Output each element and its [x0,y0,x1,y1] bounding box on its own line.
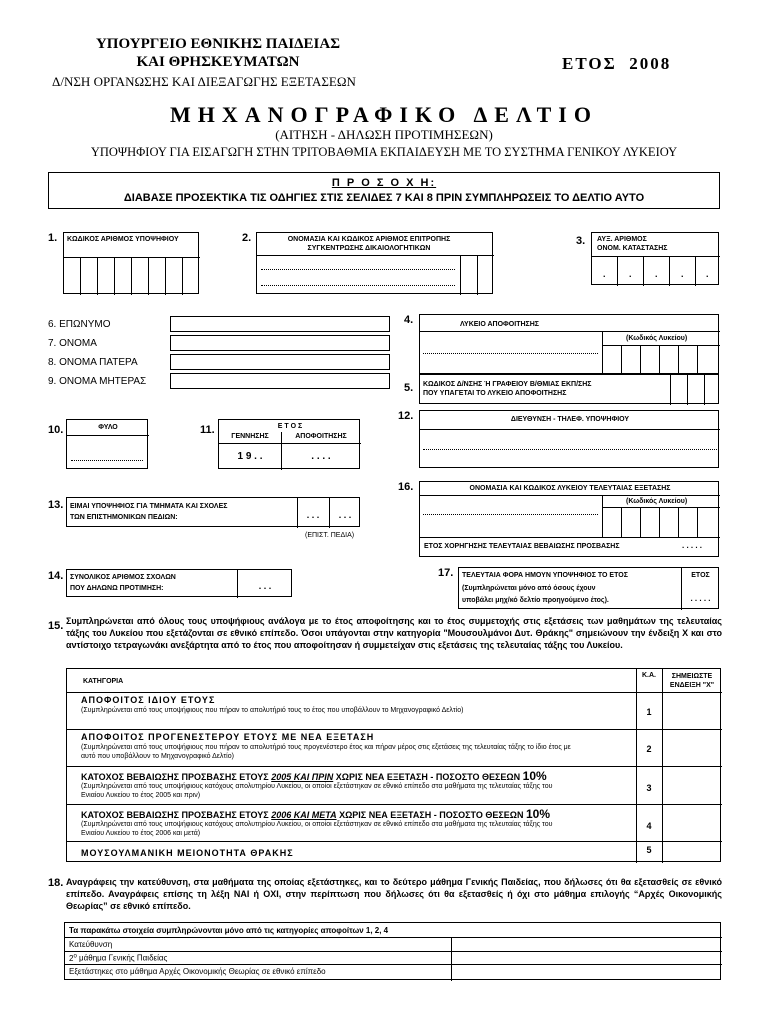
notice-text: ΔΙΑΒΑΣΕ ΠΡΟΣΕΚΤΙΚΑ ΤΙΣ ΟΔΗΓΙΕΣ ΣΤΙΣ ΣΕΛΙΔΕΣ 7 ΚΑΙ 8 ΠΡΙΝ ΣΥΜΠΛΗΡΩΣΕΙΣ ΤΟ ΔΕΛΤΙΟ ΑΥΤΟ [123,192,645,204]
access-cert-year-value: . . . . . [682,541,703,550]
committee-box [256,232,493,294]
field14-number: 14. [48,570,64,582]
scientific-fields-label2: ΤΩΝ ΕΠΙΣΤΗΜΟΝΙΚΩΝ ΠΕΔΙΩΝ: [70,514,178,521]
last-candidacy-year-label: ΕΤΟΣ [691,572,710,579]
section18-table [64,922,721,980]
category-column-header: ΚΑΤΗΓΟΡΙΑ [83,678,124,685]
birth-year-label: ΓΕΝΝΗΣΗΣ [231,433,269,440]
category-table [66,668,721,862]
gender-label: ΦΥΛΟ [98,424,118,431]
address-box [419,410,719,468]
total-schools-box [66,569,292,597]
year-box [218,419,360,469]
scientific-field-2: . . . [338,510,352,520]
graduation-year-value: . . . . [311,451,331,462]
direction-input[interactable] [452,938,720,951]
page-subtitle: (ΑΙΤΗΣΗ - ΔΗΛΩΣΗ ΠΡΟΤΙΜΗΣΕΩΝ) [275,127,493,142]
general-course-label: $2^o$ μάθημα Γενικής Παιδείας [69,953,168,963]
mother-name-input[interactable] [170,373,390,389]
listing-number-label1: ΑΥΞ. ΑΡΙΘΜΟΣ [597,236,647,243]
last-candidacy-label2: (Συμπληρώνεται μόνο από όσους έχουν [462,585,596,592]
category-1-checkbox[interactable] [663,693,721,729]
category-row-1-ka: 1 [646,707,652,717]
birth-year-value: 1 9 . . [237,451,263,462]
access-cert-year-label: ΕΤΟΣ ΧΟΡΗΓΗΣΗΣ ΤΕΛΕΥΤΑΙΑΣ ΒΕΒΑΙΩΣΗΣ ΠΡΟΣΒΑΣΗΣ [424,543,620,550]
category-row-1-desc: (Συμπληρώνεται από τους υποψήφιους που πήραν το απολυτήριό τους το έτος που υποβάλλουν το Μηχανογραφικό Δελτίο) [81,707,464,714]
last-exam-school-label: ΟΝΟΜΑΣΙΑ ΚΑΙ ΚΩΔΙΚΟΣ ΛΥΚΕΙΟΥ ΤΕΛΕΥΤΑΙΑΣ ΕΞΕΤΑΣΗΣ [469,485,671,492]
category-row-3-ka: 3 [646,783,652,793]
field1-number: 1. [48,232,58,244]
economics-exam-input[interactable] [452,965,720,980]
field5-number: 5. [404,382,414,394]
last-candidacy-year-value: . . . . . [690,594,711,603]
directorate-code-label2: ΠΟΥ ΥΠΑΓΕΤΑΙ ΤΟ ΛΥΚΕΙΟ ΑΠΟΦΟΙΤΗΣΗΣ [423,390,567,397]
category-row-1-title: ΑΠΟΦΟΙΤΟΣ ΙΔΙΟΥ ΕΤΟΥΣ [81,695,216,705]
surname-label: 6. ΕΠΩΝΥΜΟ [48,319,111,330]
last-candidacy-label1: ΤΕΛΕΥΤΑΙΑ ΦΟΡΑ ΗΜΟΥΝ ΥΠΟΨΗΦΙΟΣ ΤΟ ΕΤΟΣ [462,572,628,579]
section18-table-header: Τα παρακάτω στοιχεία συμπληρώνονται μόνο από τις κατηγορίες αποφοίτων 1, 2, 4 [69,926,389,935]
directorate-code-box [419,374,719,404]
year-box-label: Ε Τ Ο Σ [277,423,303,430]
category-row-4-desc: (Συμπληρώνεται από τους υποψήφιους κατόχους απολυτηρίου Λυκείου, οι οποίοι εξετάστηκαν σε εθνικό επίπεδο στα μαθήματα της τελευταίας τάξης του Ενιαίου Λυκείου το έτος 2006 και μετά) [81,821,553,837]
section18-instructions: Αναγράφεις την κατεύθυνση, στα μαθήματα της οποίας εξετάστηκες, και το δεύτερο μάθημα Γενικής Παιδείας, που δήλωσες ότι θα εξετασθείς σε εθνικό επίπεδο. Αναγράφεις επίσης τη λέξη ΝΑΙ ή ΟΧΙ, στην περίπτωση που δήλωσες ότι θα εξετασθείς ή όχι στο μάθημα επιλογής “Αρχές Οικονομικής Θεωρίας” σε εθνικό επίπεδο. [66,877,722,911]
category-4-checkbox[interactable] [663,805,721,841]
candidate-code-label: ΚΩΔΙΚΟΣ ΑΡΙΘΜΟΣ ΥΠΟΨΗΦΙΟΥ [67,236,179,243]
field4-number: 4. [404,314,414,326]
scientific-fields-note: (ΕΠΙΣΤ. ΠΕΔΙΑ) [305,532,355,539]
ka-column-header: Κ.Α. [642,672,656,679]
committee-label: ΟΝΟΜΑΣΙΑ ΚΑΙ ΚΩΔΙΚΟΣ ΑΡΙΘΜΟΣ ΕΠΙΤΡΟΠΗΣ ΣΥΓΚΕΝΤΡΩΣΗΣ ΔΙΚΑΙΟΛΟΓΗΤΙΚΩΝ [287,236,451,252]
category-row-2-ka: 2 [646,744,652,754]
department: Δ/ΝΣΗ ΟΡΓΑΝΩΣΗΣ ΚΑΙ ΔΙΕΞΑΓΩΓΗΣ ΕΞΕΤΑΣΕΩΝ [52,74,356,89]
direction-label: Κατεύθυνση [69,940,113,949]
name-label: 7. ΟΝΟΜΑ [48,338,97,349]
total-schools-value: . . . [258,581,272,591]
listing-number-box: ΑΥΞ. ΑΡΙΘΜΟΣ ΟΝΟΜ. ΚΑΤΑΣΤΑΣΗΣ . . . . . [591,232,719,285]
economics-exam-label: Εξετάστηκες στο μάθημα Αρχές Οικονομικής Θεωρίας σε εθνικό επίπεδο [69,967,326,976]
year-label: ΕΤΟΣ 2008 [562,54,672,73]
address-label: ΔΙΕΥΘΥΝΣΗ - ΤΗΛΕΦ. ΥΠΟΨΗΦΙΟΥ [510,416,630,423]
graduation-school-label: ΛΥΚΕΙΟ ΑΠΟΦΟΙΤΗΣΗΣ [460,321,539,328]
category-row-4-title: ΚΑΤΟΧΟΣ ΒΕΒΑΙΩΣΗΣ ΠΡΟΣΒΑΣΗΣ ΕΤΟΥΣ 2006 ΚΑΙ ΜΕΤΑ ΧΩΡΙΣ ΝΕΑ ΕΞΕΤΑΣΗ - ΠΟΣΟΣΤΟ ΘΕΣΕΩΝ 10% [81,807,551,821]
surname-input[interactable] [170,316,390,332]
category-row-3-desc: (Συμπληρώνεται από τους υποψήφιους κατόχους απολυτηρίου Λυκείου, οι οποίοι εξετάστηκαν σε εθνικό επίπεδο στα μαθήματα της τελευταίας τάξης του Ενιαίου Λυκείου το έτος 2005 και πριν) [81,783,553,799]
graduation-school-box [419,314,719,374]
field13-number: 13. [48,499,64,511]
section15-instructions: Συμπληρώνεται από όλους τους υποψήφιους ανάλογα με το έτος αποφοίτησης και το έτος συμμετοχής στις εξετάσεις των μαθημάτων της τελευταίας τάξης του Λυκείου που εξετάζονται σε εθνικό επίπεδο. Όσοι υπάγονται στην κατηγορία "Μουσουλμάνοι Δυτ. Θράκης" σημειώνουν την ένδειξη Χ και στο αντίστοιχο τετραγωνάκι ανεξάρτητα από το έτος που αποφοίτησαν ή συμμετείχαν στις εξετάσεις της τελευταίας τάξης του Λυκείου. [66,616,722,650]
last-candidacy-box [458,567,719,609]
field18-number: 18. [48,877,64,889]
page-subtitle2: ΥΠΟΨΗΦΙΟΥ ΓΙΑ ΕΙΣΑΓΩΓΗ ΣΤΗΝ ΤΡΙΤΟΒΑΘΜΙΑ ΕΚΠΑΙΔΕΥΣΗ ΜΕ ΤΟ ΣΥΣΤΗΜΑ ΓΕΝΙΚΟΥ ΛΥΚΕΙΟΥ [90,145,678,159]
mark-column-header: ΣΗΜΕΙΩΣΤΕ ΕΝΔΕΙΞΗ "Χ" [669,673,715,689]
category-row-2-desc: (Συμπληρώνεται από τους υποψήφιους που πήραν το απολυτήριό τους προγενέστερο έτος και πήραν μέρος στις εξετάσεις της τελευταίας τάξης το ίδιο έτος με αυτό που υποβάλλουν το Μηχανογραφικό Δελτίο) [81,744,571,760]
name-input[interactable] [170,335,390,351]
field12-number: 12. [398,410,414,422]
scientific-fields-box [66,497,360,527]
last-candidacy-label3: υποβάλει μηχ/κό δελτίο προηγούμενο έτος). [462,597,609,604]
field16-number: 16. [398,481,414,493]
category-row-3-title: ΚΑΤΟΧΟΣ ΒΕΒΑΙΩΣΗΣ ΠΡΟΣΒΑΣΗΣ ΕΤΟΥΣ 2005 ΚΑΙ ΠΡΙΝ ΧΩΡΙΣ ΝΕΑ ΕΞΕΤΑΣΗ - ΠΟΣΟΣΤΟ ΘΕΣΕΩΝ 10% [81,769,547,783]
father-name-label: 8. ΟΝΟΜΑ ΠΑΤΕΡΑ [48,357,138,368]
category-row-5-title: ΜΟΥΣΟΥΛΜΑΝΙΚΗ ΜΕΙΟΝΟΤΗΤΑ ΘΡΑΚΗΣ [81,848,294,858]
field3-number: 3. [576,235,586,247]
notice-heading: Π Ρ Ο Σ Ο Χ Η: [331,177,437,189]
notice-box [48,172,720,209]
field17-number: 17. [438,567,454,579]
directorate-code-label1: ΚΩΔΙΚΟΣ Δ/ΝΣΗΣ Ή ΓΡΑΦΕΙΟΥ Β/ΘΜΙΑΣ ΕΚΠ/ΣΗΣ [423,381,592,388]
father-name-input[interactable] [170,354,390,370]
listing-number-label2: ΟΝΟΜ. ΚΑΤΑΣΤΑΣΗΣ [597,245,668,252]
page-title: ΜΗΧΑΝΟΓΡΑΦΙΚΟ ΔΕΛΤΙΟ [170,102,598,127]
field2-number: 2. [242,232,252,244]
candidate-code-box [63,232,199,294]
total-schools-label1: ΣΥΝΟΛΙΚΟΣ ΑΡΙΘΜΟΣ ΣΧΟΛΩΝ [70,574,176,581]
category-row-4-ka: 4 [646,821,652,831]
scientific-fields-label1: ΕΙΜΑΙ ΥΠΟΨΗΦΙΟΣ ΓΙΑ ΤΜΗΜΑΤΑ ΚΑΙ ΣΧΟΛΕΣ [70,503,228,510]
scientific-field-1: . . . [306,510,320,520]
field11-number: 11. [200,424,215,436]
gender-box [66,419,148,469]
last-exam-school-box [419,481,719,557]
last-exam-school-code-label: (Κωδικός Λυκείου) [626,498,688,505]
category-5-checkbox[interactable] [663,842,721,863]
category-row-2-title: ΑΠΟΦΟΙΤΟΣ ΠΡΟΓΕΝΕΣΤΕΡΟΥ ΕΤΟΥΣ ΜΕ ΝΕΑ ΕΞΕΤΑΣΗ [81,732,375,742]
category-3-checkbox[interactable] [663,767,721,804]
ministry-line1: ΥΠΟΥΡΓΕΙΟ ΕΘΝΙΚΗΣ ΠΑΙΔΕΙΑΣ [95,36,341,52]
graduation-school-code-label: (Κωδικός Λυκείου) [626,335,688,342]
graduation-year-label: ΑΠΟΦΟΙΤΗΣΗΣ [295,433,347,440]
mother-name-label: 9. ΟΝΟΜΑ ΜΗΤΕΡΑΣ [48,376,147,387]
ministry-line2: ΚΑΙ ΘΡΗΣΚΕΥΜΑΤΩΝ [136,54,300,70]
category-2-checkbox[interactable] [663,730,721,766]
category-row-5-ka: 5 [646,845,652,855]
field15-number: 15. [48,620,64,632]
total-schools-label2: ΠΟΥ ΔΗΛΩΝΩ ΠΡΟΤΙΜΗΣΗ: [70,585,164,592]
field10-number: 10. [48,424,64,436]
year-value: 2008 [629,54,672,73]
general-course-input[interactable] [452,952,720,964]
